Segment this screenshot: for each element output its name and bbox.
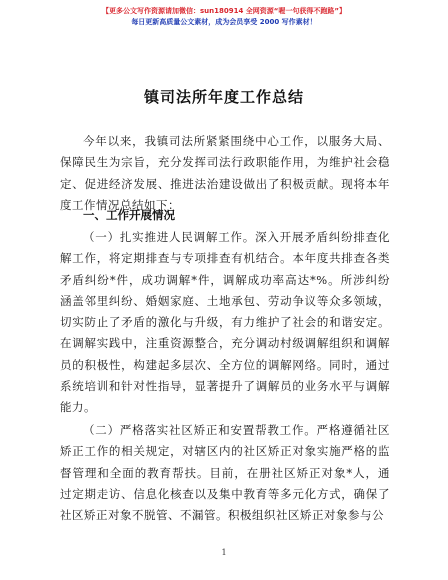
promo-subline: 每日更新高质量公文素材，成为会员享受 2000 写作素材！ [131, 18, 317, 26]
section-heading: 一、工作开展情况 [83, 208, 175, 222]
community-correction-paragraph: （二）严格落实社区矫正和安置帮教工作。严格遵循社区矫正工作的相关规定，对辖区内的社区矫正对象实施严格的监督管理和全面的教育帮扶。目前，在册社区矫正对象*人，通过定期走访、信息化核查以及集中教育等多元化方式，确保了社区矫正对象不脱管、不漏管。积极组织社区矫正对象参与公 [60, 423, 390, 523]
promo-banner-line: 【更多公文写作资源请加微信：sun180914 全网资源“喔一句获得不跑路”】 [102, 7, 346, 15]
intro-paragraph: 今年以来，我镇司法所紧紧围绕中心工作，以服务大局、保障民生为宗旨，充分发挥司法行政职能作用，为维护社会稳定、促进经济发展、推进法治建设做出了积极贡献。现将本年度工作情况总结如下： [60, 134, 390, 212]
document-title: 镇司法所年度工作总结 [143, 88, 304, 106]
page-number: 1 [221, 548, 227, 557]
mediation-paragraph: （一）扎实推进人民调解工作。深入开展矛盾纠纷排查化解工作，将定期排查与专项排查有机结合。本年度共排查各类矛盾纠纷*件，成功调解*件，调解成功率高达*%。所涉纠纷涵盖邻里纠纷、婚姻家庭、土地承包、劳动争议等众多领域，切实防止了矛盾的激化与升级，有力维护了社会的和谐安定。在调解实践中，注重资源整合，充分调动村级调解组织和调解员的积极性，构建起多层次、全方位的调解网络。同时，通过系统培训和针对性指导，显著提升了调解员的业务水平与调解能力。 [60, 230, 390, 415]
